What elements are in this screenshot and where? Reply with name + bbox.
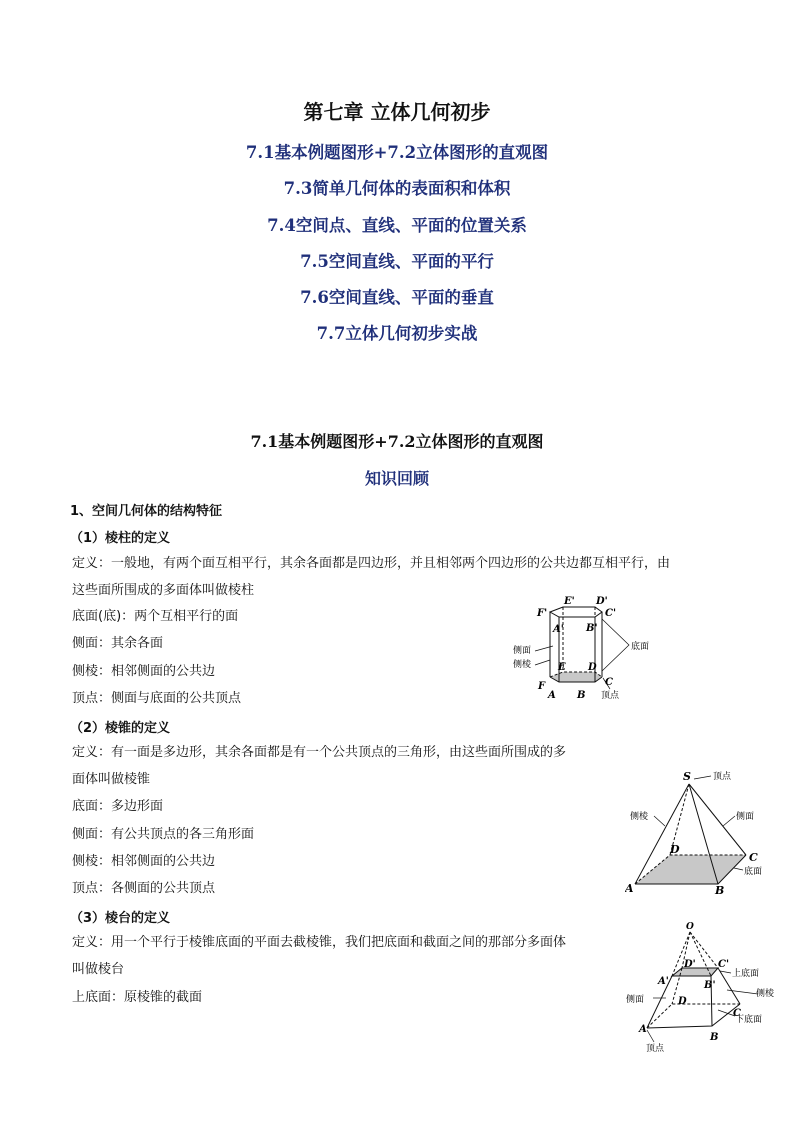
pyramid-edge: 侧棱：相邻侧面的公共边 bbox=[72, 854, 216, 869]
prism-def-line1: 定义：一般地，有两个面互相平行，其余各面都是四边形，并且相邻两个四边形的公共边都互相平行，由 bbox=[72, 556, 671, 571]
frustum-def-line2: 叫做棱台 bbox=[72, 962, 125, 977]
prism-side: 侧面：其余各面 bbox=[72, 636, 164, 651]
pyramid-callout-edge: 侧棱 bbox=[630, 812, 649, 822]
pyramid-base: 底面：多边形面 bbox=[72, 799, 164, 814]
frustum-label-Cp: C' bbox=[718, 959, 730, 970]
frustum-callout-top: 上底面 bbox=[732, 969, 760, 979]
section-title: 7.1基本例题图形+7.2立体图形的直观图 bbox=[250, 432, 544, 451]
pyramid-side: 侧面：有公共顶点的各三角形面 bbox=[72, 827, 255, 842]
toc-item-1: 7.1基本例题图形+7.2立体图形的直观图 bbox=[245, 143, 549, 162]
prism-edge: 侧棱：相邻侧面的公共边 bbox=[72, 664, 216, 679]
prism-def-line2: 这些面所围成的多面体叫做棱柱 bbox=[72, 583, 255, 598]
prism-heading: （1）棱柱的定义 bbox=[70, 531, 171, 546]
frustum-label-Dp: D' bbox=[684, 959, 696, 970]
prism-label-A: A bbox=[548, 690, 556, 701]
frustum-heading: （3）棱台的定义 bbox=[70, 911, 171, 926]
pyramid-def-line1: 定义：有一面是多边形，其余各面都是有一个公共顶点的三角形，由这些面所围成的多 bbox=[72, 745, 567, 760]
frustum-label-C: C bbox=[733, 1008, 741, 1019]
frustum-label-B: B bbox=[710, 1032, 719, 1043]
toc-item-6: 7.7立体几何初步实战 bbox=[316, 324, 478, 343]
toc-item-4: 7.5空间直线、平面的平行 bbox=[300, 252, 494, 271]
pyramid-def-line2: 面体叫做棱锥 bbox=[72, 772, 151, 787]
prism-label-Bp: B' bbox=[586, 623, 598, 634]
prism-label-D: D bbox=[588, 662, 597, 673]
frustum-label-Bp: B' bbox=[704, 980, 716, 991]
prism-label-C: C bbox=[605, 677, 613, 688]
prism-callout-edge: 侧棱 bbox=[513, 660, 532, 670]
prism-base: 底面(底)：两个互相平行的面 bbox=[72, 609, 239, 624]
prism-figure bbox=[505, 594, 665, 706]
pyramid-callout-vertex: 顶点 bbox=[713, 772, 732, 782]
prism-callout-base: 底面 bbox=[631, 642, 650, 652]
prism-vertex: 顶点：侧面与底面的公共顶点 bbox=[72, 691, 242, 706]
pyramid-label-A: A bbox=[625, 882, 634, 895]
pyramid-figure bbox=[625, 766, 775, 898]
frustum-def-line1: 定义：用一个平行于棱锥底面的平面去截棱锥，我们把底面和截面之间的那部分多面体 bbox=[72, 935, 567, 950]
pyramid-label-C: C bbox=[749, 851, 758, 864]
prism-label-F: F bbox=[538, 681, 546, 692]
frustum-callout-vertex: 顶点 bbox=[646, 1044, 665, 1054]
pyramid-callout-side: 侧面 bbox=[736, 812, 755, 822]
prism-label-Fp: F' bbox=[537, 608, 548, 619]
frustum-callout-side: 侧面 bbox=[626, 995, 645, 1005]
frustum-label-O: O bbox=[686, 922, 694, 932]
frustum-callout-edge: 侧棱 bbox=[756, 989, 775, 999]
section-subtitle: 知识回顾 bbox=[364, 469, 429, 488]
prism-label-B: B bbox=[577, 690, 586, 701]
prism-label-Dp: D' bbox=[596, 596, 608, 607]
pyramid-label-D: D bbox=[670, 843, 680, 856]
frustum-figure bbox=[620, 918, 780, 1058]
toc-item-5: 7.6空间直线、平面的垂直 bbox=[300, 288, 494, 307]
toc-item-3: 7.4空间点、直线、平面的位置关系 bbox=[267, 216, 527, 235]
pyramid-label-B: B bbox=[715, 884, 725, 897]
prism-label-Ap: A' bbox=[553, 624, 564, 635]
frustum-top: 上底面：原棱锥的截面 bbox=[72, 990, 203, 1005]
prism-label-Ep: E' bbox=[564, 596, 575, 607]
chapter-title: 第七章 立体几何初步 bbox=[303, 100, 491, 124]
prism-callout-vertex: 顶点 bbox=[601, 691, 620, 701]
pyramid-label-S: S bbox=[683, 770, 691, 783]
prism-label-Cp: C' bbox=[605, 608, 617, 619]
frustum-label-D: D bbox=[678, 996, 687, 1007]
pyramid-heading: （2）棱锥的定义 bbox=[70, 721, 171, 736]
frustum-label-Ap: A' bbox=[658, 976, 669, 987]
pyramid-callout-base: 底面 bbox=[744, 867, 763, 877]
prism-callout-side: 侧面 bbox=[513, 646, 532, 656]
toc-item-2: 7.3简单几何体的表面积和体积 bbox=[283, 179, 511, 198]
prism-label-E: E bbox=[558, 662, 566, 673]
frustum-callout-bottom: 下底面 bbox=[735, 1015, 763, 1025]
frustum-label-A: A bbox=[639, 1024, 647, 1035]
section-heading: 1、空间几何体的结构特征 bbox=[70, 504, 223, 519]
pyramid-vertex: 顶点：各侧面的公共顶点 bbox=[72, 881, 216, 896]
